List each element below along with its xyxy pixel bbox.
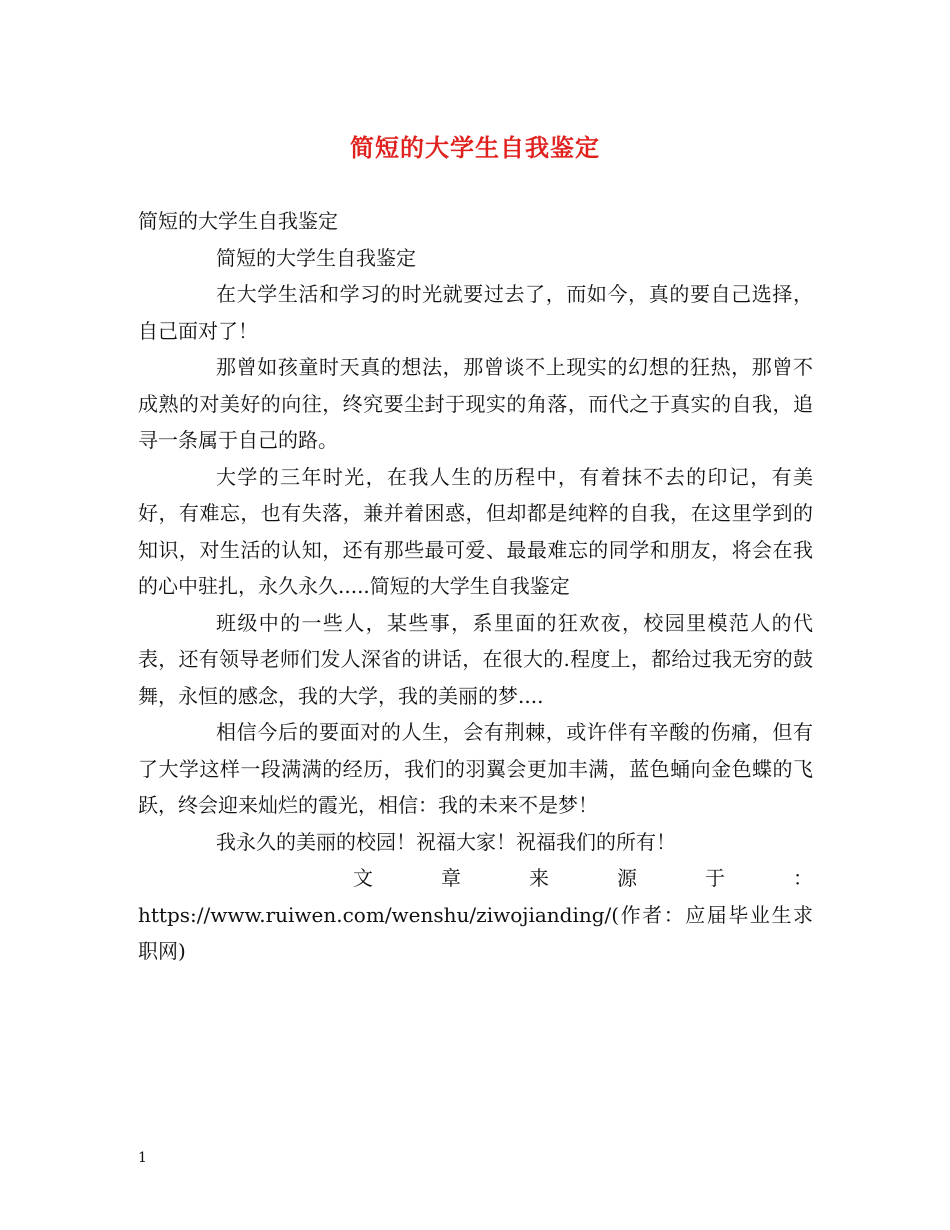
paragraph: 在大学生活和学习的时光就要过去了，而如今，真的要自己选择，自己面对了！ [138,282,813,343]
paragraph: 相信今后的要面对的人生，会有荆棘，或许伴有辛酸的伤痛，但有了大学这样一段满满的经历，我们的羽翼会更加丰满，蓝色蛹向金色蝶的飞跃，终会迎来灿烂的霞光，相信：我的未来不是梦！ [138,720,813,817]
paragraph: 那曾如孩童时天真的想法，那曾谈不上现实的幻想的狂热，那曾不成熟的对美好的向往，终究要尘封于现实的角落，而代之于真实的自我，追寻一条属于自己的路。 [138,355,813,452]
source-char: 源 [617,866,637,890]
source-char: ： [793,866,813,890]
source-url-text: https://www.ruiwen.com/wenshu/ziwojianding/(作者：应届毕业生求职网) [138,902,813,963]
document-title: 简短的大学生自我鉴定 [350,133,600,162]
heading-line: 简短的大学生自我鉴定 [138,209,338,233]
paragraph: 大学的三年时光，在我人生的历程中，有着抹不去的印记，有美好，有难忘，也有失落，兼并着困惑，但却都是纯粹的自我，在这里学到的知识，对生活的认知，还有那些最可爱、最最难忘的同学和朋友，将会在我的心中驻扎，永久永久.....简短的大学生自我鉴定 [138,464,813,598]
paragraph: 简短的大学生自我鉴定 [216,245,416,270]
paragraph: 我永久的美丽的校园！祝福大家！祝福我们的所有！ [216,829,676,854]
page-number: 1 [138,1150,147,1166]
source-char: 章 [441,866,461,890]
source-char: 于 [705,866,725,890]
source-char: 文 [353,866,373,890]
paragraph: 班级中的一些人，某些事，系里面的狂欢夜，校园里模范人的代表，还有领导老师们发人深省的讲话，在很大的.程度上，都给过我无穷的鼓舞，永恒的感念，我的大学，我的美丽的梦.... [138,610,813,708]
source-char: 来 [529,866,549,890]
document-body [138,203,813,970]
source-label-row [138,860,813,897]
